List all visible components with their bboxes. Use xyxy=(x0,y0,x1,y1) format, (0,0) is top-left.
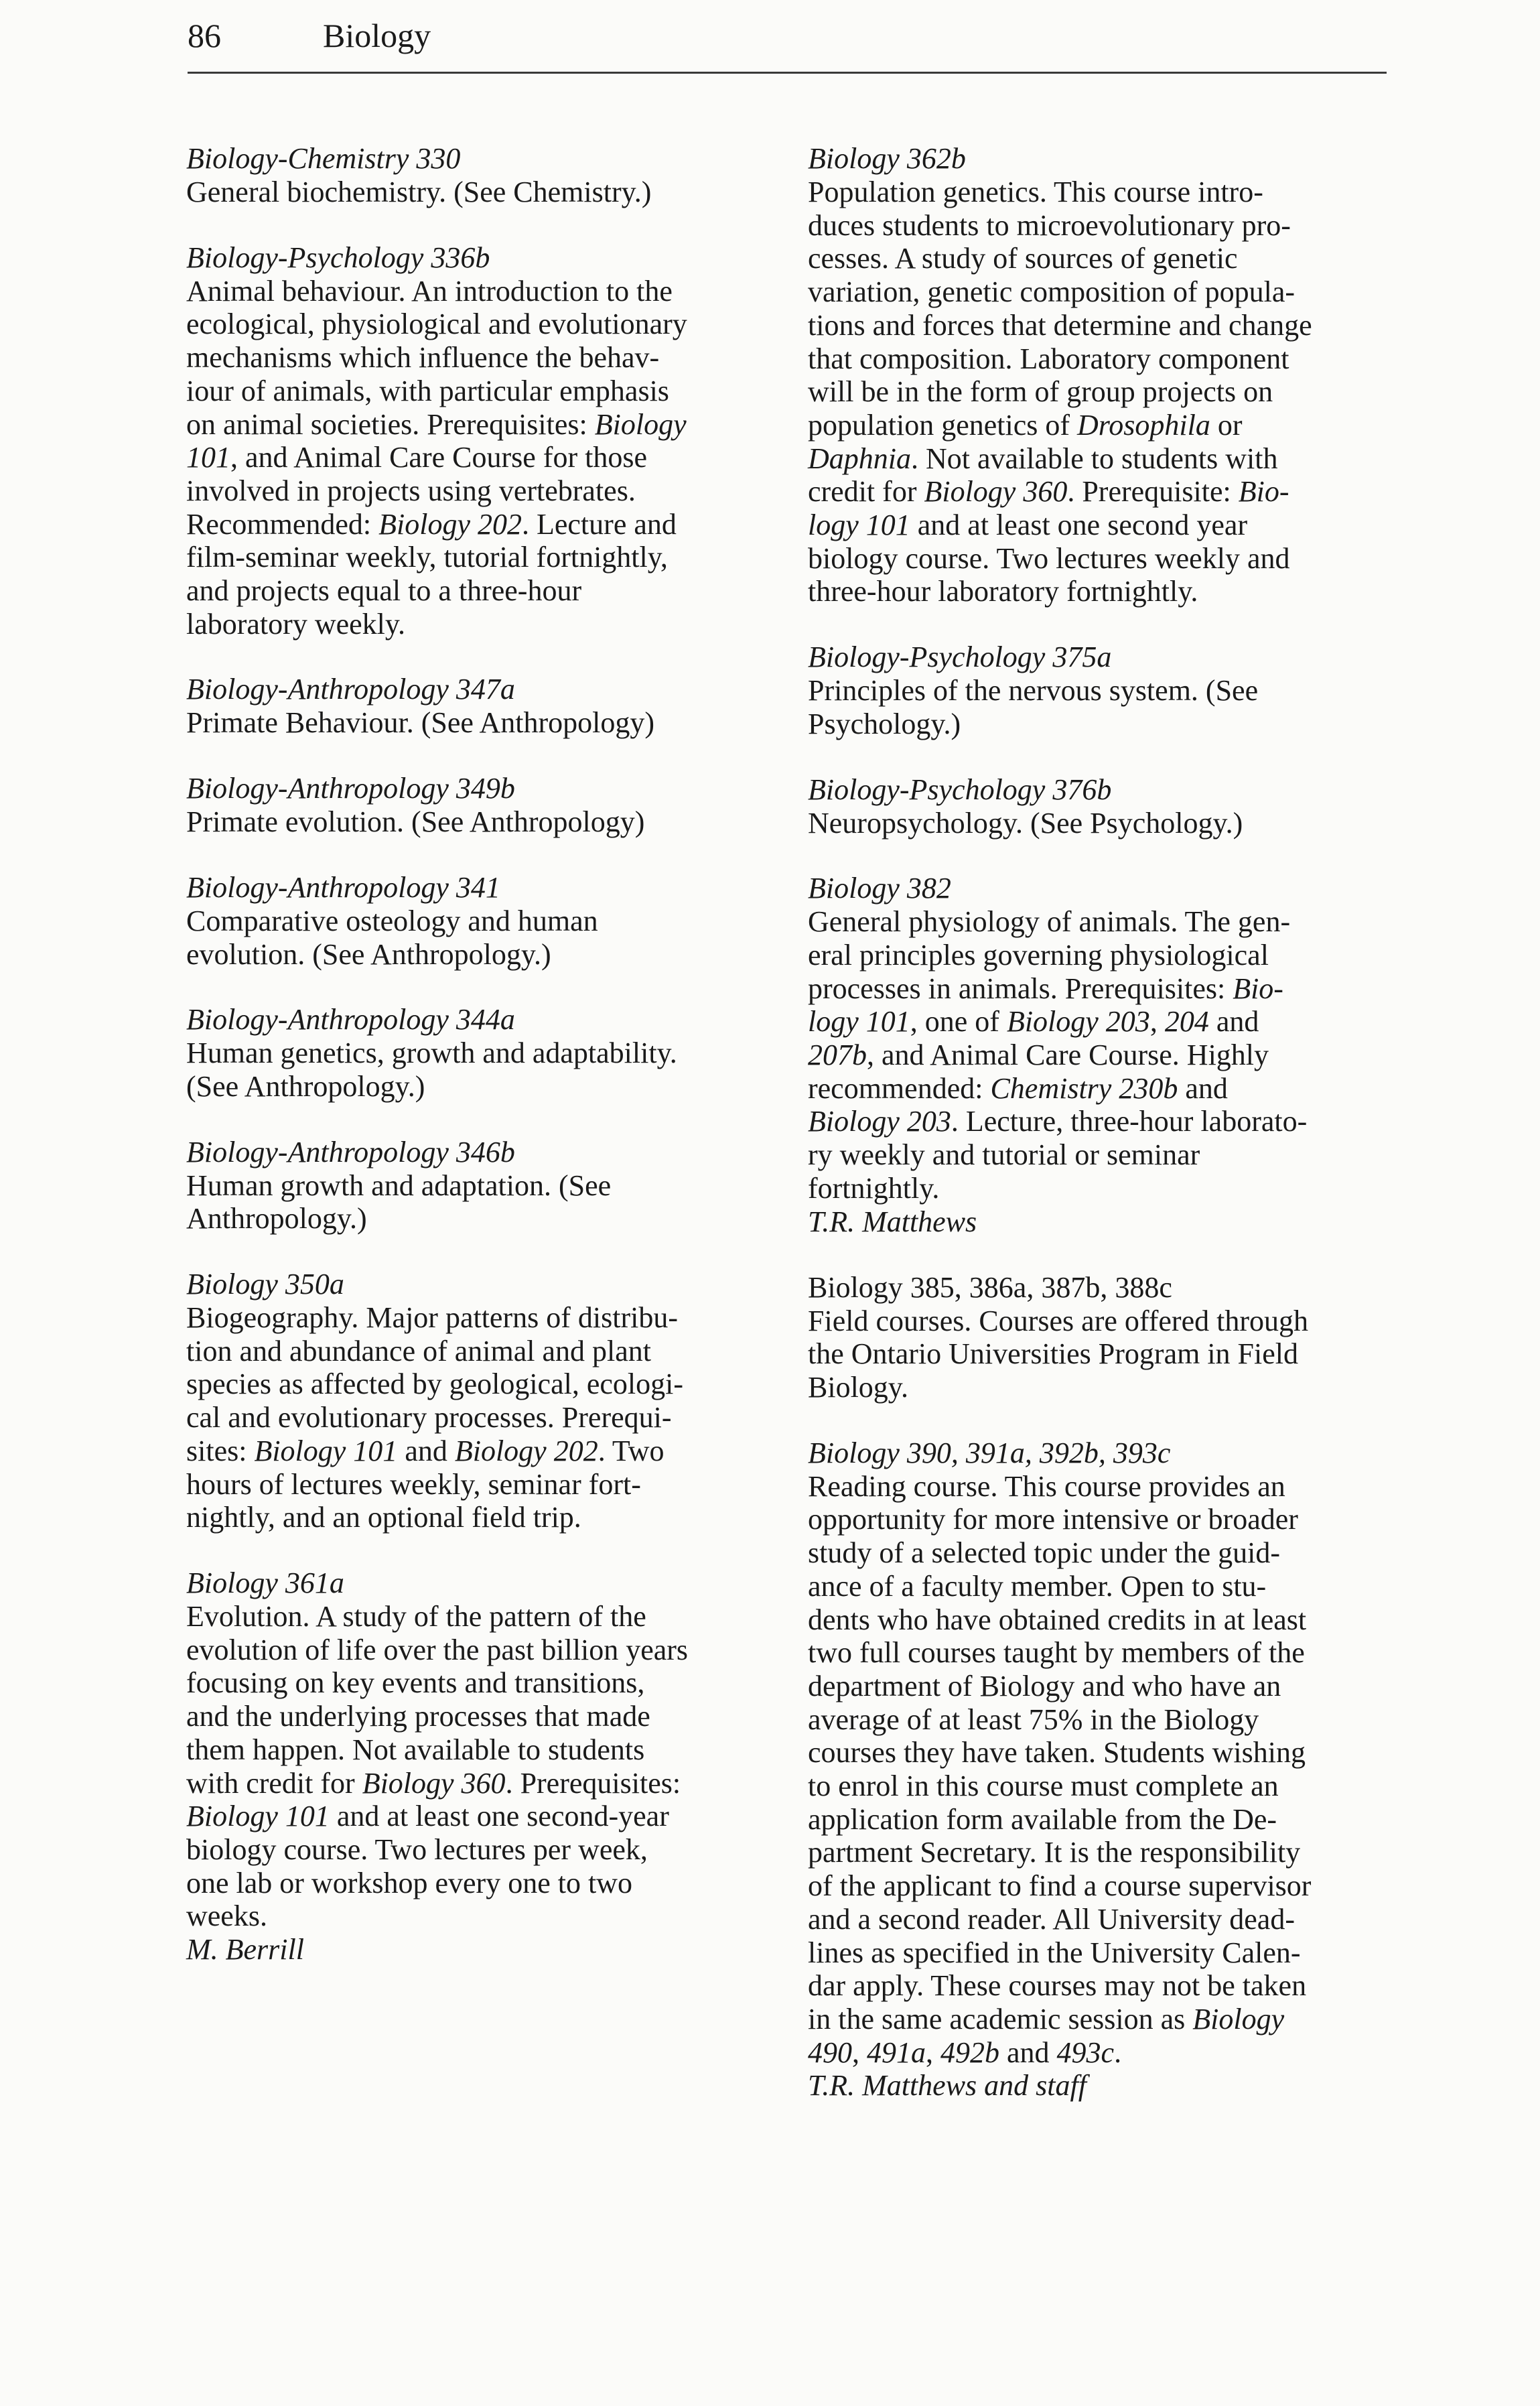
course-description xyxy=(808,674,1431,740)
description-line: on animal societies. Prerequisites: Biology xyxy=(186,407,687,441)
description-line: iour of animals, with particular emphasis xyxy=(186,374,669,407)
course-description xyxy=(186,1169,809,1235)
description-line: hours of lectures weekly, seminar fort- xyxy=(186,1467,641,1501)
description-line: Psychology.) xyxy=(808,707,961,740)
description-line: population genetics of Drosophila or xyxy=(808,408,1243,442)
page-number: 86 xyxy=(188,17,221,54)
description-line: Biogeography. Major patterns of distribu- xyxy=(186,1301,678,1335)
description-line: Field courses. Courses are offered through xyxy=(808,1304,1308,1337)
course-code: Biology-Chemistry 330 xyxy=(186,142,461,175)
description-line: focusing on key events and transitions, xyxy=(186,1666,645,1700)
description-line: logy 101 and at least one second year xyxy=(808,509,1248,542)
course-description xyxy=(808,1470,1431,2070)
course-description xyxy=(186,1600,809,1933)
description-line: study of a selected topic under the guid- xyxy=(808,1536,1281,1570)
course-description xyxy=(186,905,809,971)
description-line: General biochemistry. (See Chemistry.) xyxy=(186,176,652,208)
course-entry xyxy=(186,241,809,641)
description-line: film-seminar weekly, tutorial fortnightly, xyxy=(186,541,668,574)
description-line: the Ontario Universities Program in Field xyxy=(808,1337,1298,1371)
left-column xyxy=(186,142,809,1999)
description-line: 101, and Animal Care Course for those xyxy=(186,441,647,474)
course-entry xyxy=(808,1271,1431,1404)
description-line: of the applicant to find a course supervisor xyxy=(808,1869,1312,1903)
description-line: to enrol in this course must complete an xyxy=(808,1769,1279,1803)
right-column xyxy=(808,142,1431,2135)
description-line: eral principles governing physiological xyxy=(808,938,1269,972)
course-description xyxy=(186,1037,809,1103)
page-header xyxy=(188,7,1387,74)
description-line: them happen. Not available to students xyxy=(186,1733,645,1766)
description-line: cal and evolutionary processes. Prerequi- xyxy=(186,1401,672,1434)
description-line: opportunity for more intensive or broader xyxy=(808,1503,1298,1536)
description-line: biology course. Two lectures per week, xyxy=(186,1832,648,1866)
description-line: that composition. Laboratory component xyxy=(808,342,1289,375)
description-line: in the same academic session as Biology xyxy=(808,2002,1285,2035)
course-code: Biology 385, 386a, 387b, 388c xyxy=(808,1270,1172,1304)
description-line: ance of a faculty member. Open to stu- xyxy=(808,1569,1267,1603)
course-code: Biology 350a xyxy=(186,1268,344,1301)
description-line: 490, 491a, 492b and 493c. xyxy=(808,2035,1122,2069)
course-code: Biology-Anthropology 346b xyxy=(186,1135,515,1168)
description-line: Reading course. This course provides an xyxy=(808,1469,1285,1503)
description-line: ecological, physiological and evolutionary xyxy=(186,308,687,341)
course-description xyxy=(186,805,809,839)
description-line: will be in the form of group projects on xyxy=(808,375,1273,409)
course-entry xyxy=(808,142,1431,608)
description-line: Biology 203. Lecture, three-hour laborato- xyxy=(808,1105,1308,1138)
course-code: Biology 362b xyxy=(808,142,966,175)
course-entry xyxy=(186,1003,809,1103)
course-code: Biology-Anthropology 347a xyxy=(186,673,515,706)
description-line: Primate Behaviour. (See Anthropology) xyxy=(186,706,654,740)
description-line: department of Biology and who have an xyxy=(808,1669,1281,1702)
description-line: Biology 101 and at least one second-year xyxy=(186,1800,669,1833)
course-description xyxy=(808,176,1431,608)
description-line: weeks. xyxy=(186,1899,267,1933)
description-line: Human growth and adaptation. (See xyxy=(186,1168,612,1202)
description-line: credit for Biology 360. Prerequisite: Bio- xyxy=(808,475,1289,509)
description-line: two full courses taught by members of the xyxy=(808,1636,1305,1670)
course-entry xyxy=(186,673,809,740)
course-code: Biology-Anthropology 341 xyxy=(186,870,500,904)
description-line: and projects equal to a three-hour xyxy=(186,574,582,608)
course-code: Biology-Anthropology 344a xyxy=(186,1003,515,1037)
course-description xyxy=(186,706,809,740)
course-code: Biology-Anthropology 349b xyxy=(186,772,515,805)
description-line: application form available from the De- xyxy=(808,1802,1277,1836)
description-line: nightly, and an optional field trip. xyxy=(186,1501,581,1534)
description-line: and a second reader. All University dead- xyxy=(808,1902,1295,1936)
description-line: mechanisms which influence the behav- xyxy=(186,341,660,375)
course-description xyxy=(808,905,1431,1205)
description-line: recommended: Chemistry 230b and xyxy=(808,1071,1228,1105)
description-line: with credit for Biology 360. Prerequisites: xyxy=(186,1766,681,1800)
description-line: Population genetics. This course intro- xyxy=(808,176,1263,208)
description-line: 207b, and Animal Care Course. Highly xyxy=(808,1039,1269,1072)
description-line: tion and abundance of animal and plant xyxy=(186,1334,651,1367)
description-line: sites: Biology 101 and Biology 202. Two xyxy=(186,1434,664,1467)
description-line: evolution. (See Anthropology.) xyxy=(186,937,551,971)
course-code: Biology 382 xyxy=(808,872,951,905)
course-entry xyxy=(186,871,809,971)
description-line: biology course. Two lectures weekly and xyxy=(808,541,1290,575)
course-code: Biology-Psychology 375a xyxy=(808,641,1112,674)
course-code: Biology-Psychology 376b xyxy=(808,773,1112,806)
description-line: evolution of life over the past billion years xyxy=(186,1633,689,1666)
description-line: and the underlying processes that made xyxy=(186,1700,650,1733)
description-line: fortnightly. xyxy=(808,1171,940,1205)
course-entry xyxy=(186,142,809,209)
description-line: cesses. A study of sources of genetic xyxy=(808,242,1238,275)
description-line: Evolution. A study of the pattern of the xyxy=(186,1599,646,1633)
course-entry xyxy=(808,1436,1431,2103)
description-line: Anthropology.) xyxy=(186,1202,367,1235)
course-entry xyxy=(808,773,1431,840)
course-entry xyxy=(186,772,809,839)
description-line: (See Anthropology.) xyxy=(186,1069,425,1103)
description-line: Biology. xyxy=(808,1370,908,1404)
course-description xyxy=(808,1305,1431,1404)
course-instructor: T.R. Matthews xyxy=(808,1205,977,1238)
course-entry xyxy=(808,641,1431,740)
description-line: Neuropsychology. (See Psychology.) xyxy=(808,806,1243,840)
description-line: dents who have obtained credits in at least xyxy=(808,1603,1307,1636)
description-line: dar apply. These courses may not be taken xyxy=(808,1969,1307,2003)
description-line: laboratory weekly. xyxy=(186,607,406,641)
description-line: lines as specified in the University Calen- xyxy=(808,1936,1301,1969)
course-entry xyxy=(186,1566,809,1966)
course-code: Biology-Psychology 336b xyxy=(186,241,490,274)
description-line: three-hour laboratory fortnightly. xyxy=(808,575,1198,608)
description-line: duces students to microevolutionary pro- xyxy=(808,208,1291,242)
description-line: Human genetics, growth and adaptability. xyxy=(186,1037,677,1070)
course-entry xyxy=(186,1268,809,1534)
course-description xyxy=(186,275,809,641)
description-line: one lab or workshop every one to two xyxy=(186,1866,632,1899)
course-instructor: M. Berrill xyxy=(186,1933,304,1966)
course-description xyxy=(808,807,1431,840)
description-line: partment Secretary. It is the responsibility xyxy=(808,1836,1301,1869)
description-line: General physiology of animals. The gen- xyxy=(808,905,1291,939)
description-line: Daphnia. Not available to students with xyxy=(808,442,1278,475)
running-head: Biology xyxy=(323,17,431,54)
description-line: involved in projects using vertebrates. xyxy=(186,474,636,507)
course-code: Biology 361a xyxy=(186,1566,344,1599)
description-line: logy 101, one of Biology 203, 204 and xyxy=(808,1005,1259,1039)
course-code: Biology 390, 391a, 392b, 393c xyxy=(808,1436,1171,1469)
course-entry xyxy=(808,872,1431,1238)
description-line: ry weekly and tutorial or seminar xyxy=(808,1138,1200,1172)
course-entry xyxy=(186,1136,809,1235)
description-line: Principles of the nervous system. (See xyxy=(808,674,1259,708)
description-line: Recommended: Biology 202. Lecture and xyxy=(186,507,677,541)
description-line: courses they have taken. Students wishing xyxy=(808,1736,1306,1769)
description-line: processes in animals. Prerequisites: Bio- xyxy=(808,972,1283,1005)
description-line: Comparative osteology and human xyxy=(186,904,598,937)
description-line: average of at least 75% in the Biology xyxy=(808,1702,1259,1736)
description-line: species as affected by geological, ecologi- xyxy=(186,1367,683,1401)
course-instructor: T.R. Matthews and staff xyxy=(808,2069,1087,2102)
course-description xyxy=(186,1301,809,1534)
description-line: variation, genetic composition of popula- xyxy=(808,275,1296,309)
description-line: tions and forces that determine and change xyxy=(808,308,1312,342)
course-description xyxy=(186,176,809,209)
description-line: Primate evolution. (See Anthropology) xyxy=(186,805,645,839)
description-line: Animal behaviour. An introduction to the xyxy=(186,274,673,308)
